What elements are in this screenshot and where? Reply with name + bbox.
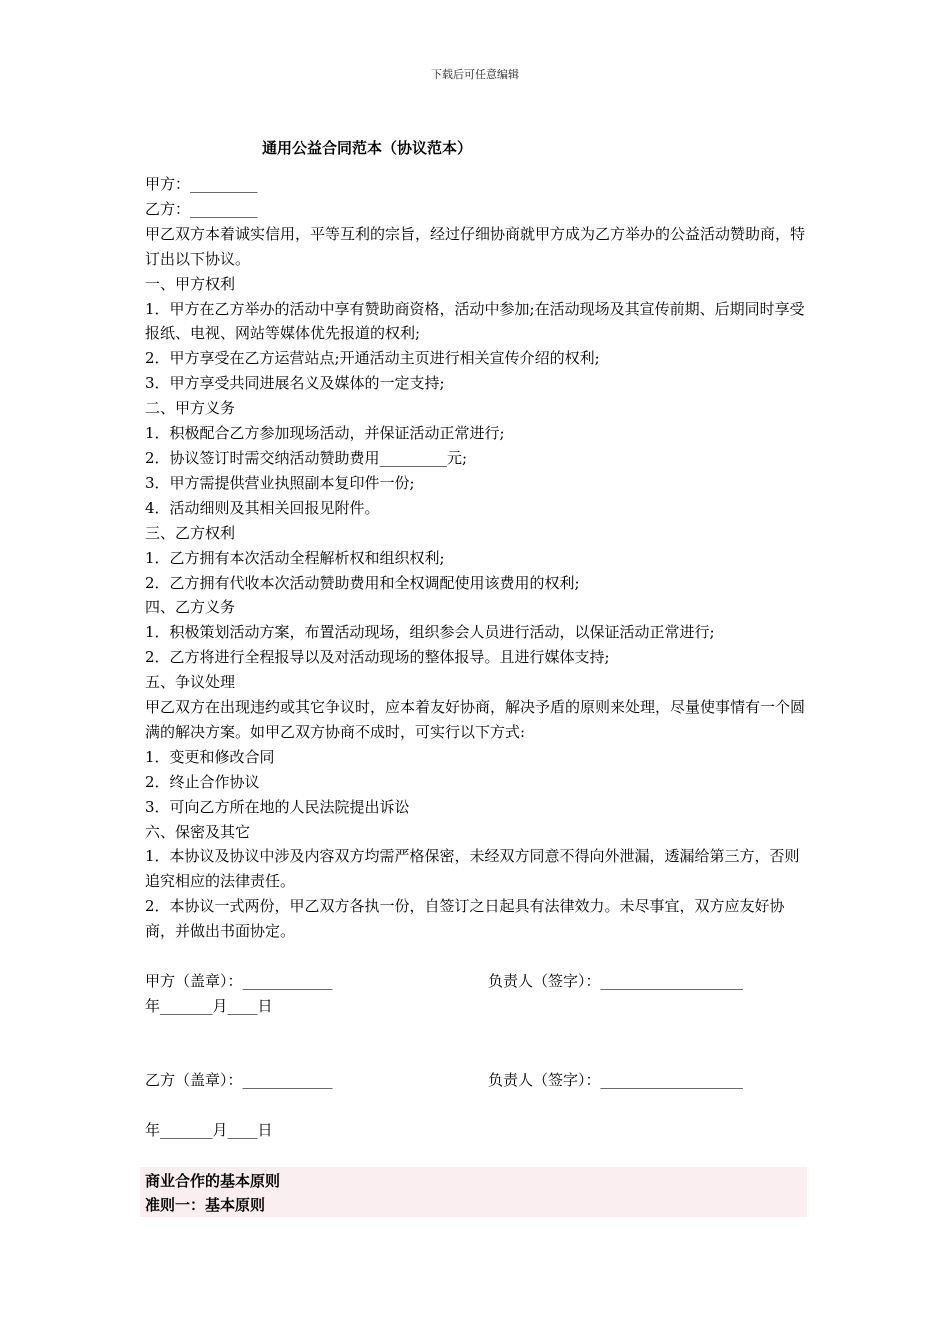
clause: 2．协议签订时需交纳活动赞助费用_________元; bbox=[145, 448, 468, 467]
document-title: 通用公益合同范本（协议范本） bbox=[262, 139, 473, 157]
clause: 2．本协议一式两份，甲乙双方各执一份，自签订之日起具有法律效力。未尽事宜，双方应友好协商，并做出书面协定。 bbox=[145, 897, 785, 941]
party-a-date-line: 年_______月____日 bbox=[145, 997, 273, 1015]
clause: 1．积极策划活动方案，布置活动现场，组织参会人员进行活动，以保证活动正常进行; bbox=[145, 623, 715, 642]
party-b-rep-line: 负责人（签字）：___________________ bbox=[488, 1071, 744, 1089]
section-heading: 二、甲方义务 bbox=[145, 399, 236, 418]
clause: 1．甲方在乙方举办的活动中享有赞助商资格，活动中参加;在活动现场及其宣传前期、后期同时享受报纸、电视、网站等媒体优先报道的权利; bbox=[145, 299, 805, 343]
clause: 3．甲方享受共同进展名义及媒体的一定支持; bbox=[145, 374, 445, 393]
clause: 2．乙方拥有代收本次活动赞助费用和全权调配使用该费用的权利; bbox=[145, 573, 580, 592]
clause: 4．活动细则及其相关回报见附件。 bbox=[145, 498, 380, 517]
clause: 甲乙双方在出现违约或其它争议时，应本着友好协商，解决予盾的原则来处理，尽量使事情有一个圆满的解决方案。如甲乙双方协商不成时，可实行以下方式: bbox=[145, 698, 806, 741]
clause: 2．甲方享受在乙方运营站点;开通活动主页进行相关宣传介绍的权利; bbox=[145, 349, 600, 368]
preamble: 甲乙双方本着诚实信用，平等互利的宗旨，经过仔细协商就甲方成为乙方举办的公益活动赞助商，特订出以下协议。 bbox=[145, 224, 806, 268]
clause: 1．积极配合乙方参加现场活动，并保证活动正常进行; bbox=[145, 424, 505, 443]
section-heading: 四、乙方义务 bbox=[145, 598, 236, 617]
clause: 2．终止合作协议 bbox=[145, 772, 260, 791]
party-a-seal-line: 甲方（盖章）：____________ bbox=[145, 972, 333, 990]
header-note: 下载后可任意编辑 bbox=[431, 68, 519, 81]
clause: 2．乙方将进行全程报导以及对活动现场的整体报导。且进行媒体支持; bbox=[145, 648, 610, 667]
clause: 1．乙方拥有本次活动全程解析权和组织权利; bbox=[145, 548, 445, 567]
section-heading: 五、争议处理 bbox=[145, 673, 236, 692]
party-b-date-line: 年_______月____日 bbox=[145, 1121, 273, 1139]
clause: 1．本协议及协议中涉及内容双方均需严格保密，未经双方同意不得向外泄漏，透漏给第三方，否则追究相应的法律责任。 bbox=[145, 847, 800, 891]
clause: 1．变更和修改合同 bbox=[145, 747, 275, 766]
footer-heading: 商业合作的基本原则 bbox=[145, 1172, 281, 1190]
section-heading: 一、甲方权利 bbox=[145, 274, 236, 293]
clause: 3．甲方需提供营业执照副本复印件一份; bbox=[145, 473, 415, 492]
section-heading: 六、保密及其它 bbox=[145, 822, 251, 841]
clause: 3．可向乙方所在地的人民法院提出诉讼 bbox=[145, 797, 410, 816]
party-b-seal-line: 乙方（盖章）：____________ bbox=[145, 1071, 333, 1089]
party-b-line: 乙方：_________ bbox=[145, 199, 258, 218]
contract-body bbox=[145, 172, 807, 944]
section-heading: 三、乙方权利 bbox=[145, 523, 236, 542]
footer-subheading: 准则一：基本原则 bbox=[145, 1196, 266, 1214]
party-a-line: 甲方：_________ bbox=[145, 175, 258, 193]
party-a-rep-line: 负责人（签字）：___________________ bbox=[488, 972, 744, 990]
